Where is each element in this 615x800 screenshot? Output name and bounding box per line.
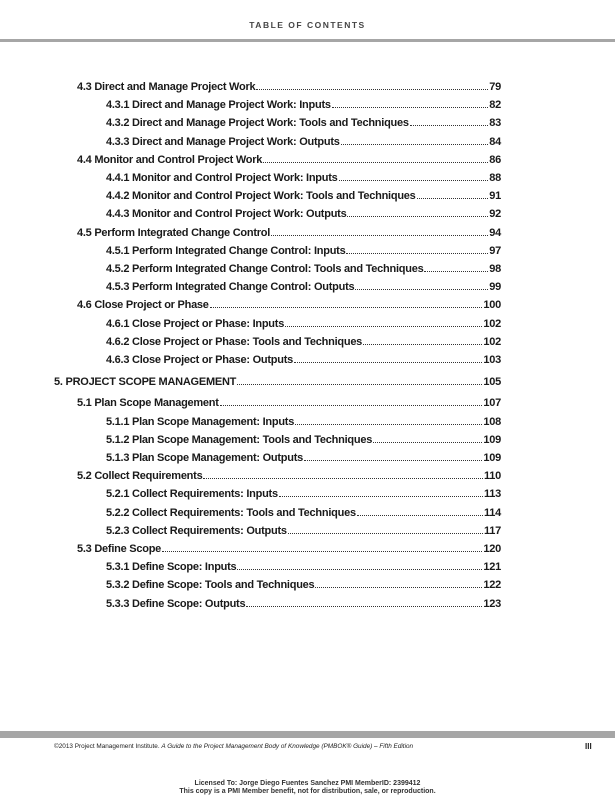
toc-page-number: 103: [483, 354, 501, 366]
toc-subsection-entry: [106, 335, 501, 349]
toc-subsection-entry: [106, 506, 501, 520]
toc-page-number: 120: [483, 543, 501, 555]
toc-dot-leader: [373, 433, 482, 443]
toc-page-number: 121: [483, 561, 501, 574]
toc-page-number: 110: [484, 470, 501, 483]
toc-entry-title: 5.2 Collect Requirements: [77, 470, 203, 483]
toc-dot-leader: [339, 171, 489, 181]
toc-page-number: 109: [483, 452, 501, 464]
toc-dot-leader: [347, 207, 488, 217]
toc-subsection-entry: [106, 116, 501, 130]
toc-page-number: 123: [483, 597, 501, 610]
toc-dot-leader: [355, 280, 488, 290]
toc-subsection-entry: [106, 280, 501, 294]
toc-dot-leader: [315, 578, 482, 588]
toc-page-number: 98: [489, 263, 501, 275]
page-number: III: [585, 742, 592, 751]
toc-page-number: 107: [483, 397, 501, 410]
toc-dot-leader: [237, 560, 482, 570]
footer-book-title: A Guide to the Project Management Body of Knowledge (PMBOK® Guide) – Fifth Edition: [161, 743, 414, 750]
toc-dot-leader: [237, 375, 482, 385]
toc-subsection-entry: [106, 597, 501, 611]
toc-dot-leader: [363, 335, 482, 345]
toc-subsection-entry: [106, 487, 501, 501]
toc-page-number: 94: [489, 226, 501, 239]
toc-page-number: 79: [489, 81, 501, 93]
toc-page-number: 99: [489, 281, 501, 294]
toc-dot-leader: [424, 262, 488, 272]
toc-chapter-entry: [54, 375, 501, 389]
toc-entry-title: 5.2.2 Collect Requirements: Tools and Techniques: [106, 506, 356, 519]
toc-page-number: 86: [489, 153, 501, 166]
toc-page-number: 82: [489, 99, 501, 112]
toc-subsection-entry: [106, 207, 501, 221]
toc-entry-title: 4.5.2 Perform Integrated Change Control: Tools and Techniques: [106, 263, 424, 275]
toc-section-entry: [77, 226, 501, 240]
toc-entry-title: 4.3.1 Direct and Manage Project Work: Inputs: [106, 99, 331, 112]
toc-dot-leader: [410, 116, 489, 126]
toc-dot-leader: [246, 597, 482, 607]
toc-page-number: 102: [483, 317, 501, 330]
toc-subsection-entry: [106, 135, 501, 149]
toc-entry-title: 5.3 Define Scope: [77, 543, 162, 555]
toc-section-entry: [77, 542, 501, 556]
toc-entry-title: 4.3.2 Direct and Manage Project Work: Tools and Techniques: [106, 117, 409, 130]
toc-section-entry: [77, 469, 501, 483]
toc-dot-leader: [285, 317, 482, 327]
toc-dot-leader: [210, 298, 483, 308]
toc-entry-title: 5. PROJECT SCOPE MANAGEMENT: [54, 376, 237, 389]
toc-entry-title: 5.1 Plan Scope Management: [77, 397, 219, 410]
footer-divider: [0, 731, 615, 738]
toc-entry-title: 4.4.1 Monitor and Control Project Work: Inputs: [106, 172, 338, 184]
toc-entry-title: 5.3.2 Define Scope: Tools and Techniques: [106, 579, 315, 592]
toc-subsection-entry: [106, 244, 501, 258]
license-notice: [0, 780, 615, 796]
license-line-1: Licensed To: Jorge Diego Fuentes Sanchez PMI MemberID: 2399412: [194, 780, 421, 787]
toc-dot-leader: [263, 153, 488, 163]
toc-entry-title: 4.5.1 Perform Integrated Change Control: Inputs: [106, 244, 346, 257]
toc-entry-title: 5.3.3 Define Scope: Outputs: [106, 597, 246, 610]
toc-page-number: 105: [483, 376, 501, 389]
toc-section-entry: [77, 153, 501, 167]
toc-dot-leader: [271, 226, 488, 236]
toc-entry-title: 5.2.1 Collect Requirements: Inputs: [106, 488, 278, 501]
toc-dot-leader: [256, 80, 488, 90]
toc-dot-leader: [220, 396, 483, 406]
toc-subsection-entry: [106, 317, 501, 331]
footer-citation: [54, 743, 413, 750]
toc-entry-title: 4.3.3 Direct and Manage Project Work: Outputs: [106, 135, 340, 148]
toc-entry-title: 5.1.1 Plan Scope Management: Inputs: [106, 415, 295, 428]
toc-section-entry: [77, 396, 501, 410]
toc-dot-leader: [332, 98, 489, 108]
toc-entry-title: 4.6 Close Project or Phase: [77, 299, 209, 312]
toc-dot-leader: [279, 487, 483, 497]
running-header-title: TABLE OF CONTENTS: [249, 20, 366, 30]
toc-subsection-entry: [106, 433, 501, 447]
toc-entry-title: 5.1.3 Plan Scope Management: Outputs: [106, 452, 303, 464]
toc-subsection-entry: [106, 560, 501, 574]
toc-dot-leader: [294, 353, 482, 363]
toc-subsection-entry: [106, 524, 501, 538]
toc-dot-leader: [203, 469, 483, 479]
toc-entry-title: 4.6.2 Close Project or Phase: Tools and Techniques: [106, 335, 363, 348]
toc-entry-title: 4.4.2 Monitor and Control Project Work: Tools and Techniques: [106, 190, 416, 203]
toc-subsection-entry: [106, 98, 501, 112]
toc-dot-leader: [295, 415, 482, 425]
toc-subsection-entry: [106, 578, 501, 592]
toc-page-number: 92: [489, 208, 501, 221]
toc-entry-title: 5.2.3 Collect Requirements: Outputs: [106, 524, 287, 537]
toc-entry-title: 4.5 Perform Integrated Change Control: [77, 226, 271, 239]
toc-entry-title: 4.5.3 Perform Integrated Change Control: Outputs: [106, 281, 355, 294]
toc-subsection-entry: [106, 262, 501, 276]
toc-dot-leader: [162, 542, 482, 552]
toc-entry-title: 4.4.3 Monitor and Control Project Work: Outputs: [106, 208, 347, 221]
toc-entry-title: 4.6.1 Close Project or Phase: Inputs: [106, 317, 285, 330]
toc-entry-title: 5.1.2 Plan Scope Management: Tools and Techniques: [106, 433, 373, 446]
toc-page-number: 113: [484, 488, 501, 501]
toc-subsection-entry: [106, 415, 501, 429]
toc-page-number: 102: [483, 335, 501, 348]
toc-dot-leader: [346, 244, 488, 254]
toc-subsection-entry: [106, 189, 501, 203]
toc-page-number: 91: [489, 190, 501, 203]
toc-subsection-entry: [106, 171, 501, 185]
toc-page-number: 117: [484, 524, 501, 537]
toc-entry-title: 5.3.1 Define Scope: Inputs: [106, 561, 237, 574]
toc-entry-title: 4.4 Monitor and Control Project Work: [77, 153, 263, 166]
header-divider: [0, 39, 615, 42]
toc-section-entry: [77, 80, 501, 94]
toc-page-number: 83: [489, 117, 501, 130]
toc-dot-leader: [304, 451, 482, 461]
toc-page-number: 100: [483, 299, 501, 312]
license-line-2: This copy is a PMI Member benefit, not for distribution, sale, or reproduction.: [179, 788, 436, 795]
toc-entry-title: 4.6.3 Close Project or Phase: Outputs: [106, 354, 293, 366]
toc-dot-leader: [417, 189, 489, 199]
toc-page-number: 108: [483, 415, 501, 428]
toc-page-number: 122: [483, 579, 501, 592]
toc-dot-leader: [357, 506, 483, 516]
footer-copyright: ©2013 Project Management Institute.: [54, 743, 160, 750]
toc-page-number: 114: [484, 506, 501, 519]
toc-subsection-entry: [106, 353, 501, 367]
toc-page-number: 97: [489, 244, 501, 257]
toc-page-number: 109: [483, 433, 501, 446]
toc-dot-leader: [288, 524, 483, 534]
toc-section-entry: [77, 298, 501, 312]
toc-dot-leader: [341, 135, 489, 145]
toc-subsection-entry: [106, 451, 501, 465]
toc-entry-title: 4.3 Direct and Manage Project Work: [77, 81, 256, 93]
toc-page-number: 84: [489, 135, 501, 148]
toc-page-number: 88: [489, 172, 501, 184]
